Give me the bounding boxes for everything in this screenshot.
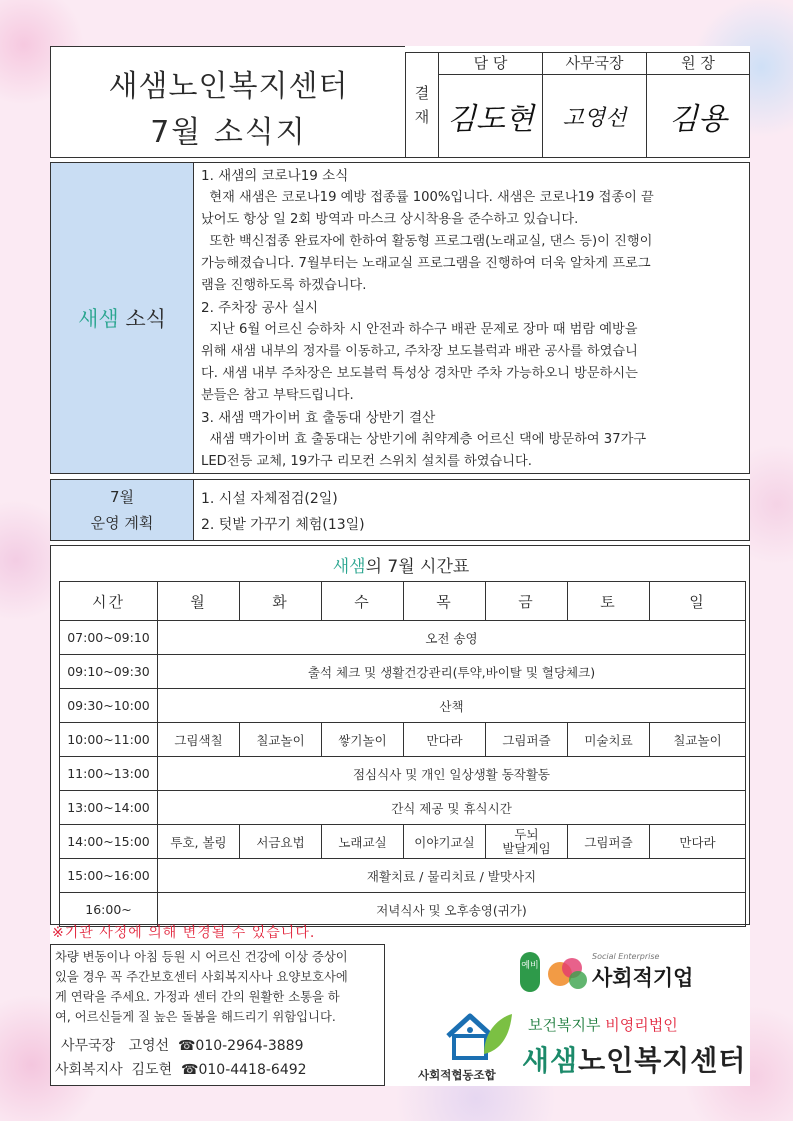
plan-section [50, 479, 750, 541]
time-cell: 07:00~09:10 [60, 621, 158, 655]
approval-label: 결 재 [406, 53, 439, 157]
column-header: 수 [322, 582, 404, 621]
badge-label: 예비 [521, 961, 539, 971]
activity-cell: 오전 송영 [158, 621, 746, 655]
plan-list [201, 486, 365, 538]
table-row [60, 723, 746, 757]
newsletter-title: 7월 소식지 [150, 115, 307, 150]
time-cell: 15:00~16:00 [60, 859, 158, 893]
schedule-title: 새샘의 7월 시간표 [332, 557, 470, 577]
social-enterprise-text: 사회적기업 [592, 966, 694, 990]
column-header: 화 [240, 582, 322, 621]
news-line: 2. 주차장 공사 실시 [201, 300, 319, 316]
logo-circle [569, 971, 587, 989]
news-section [50, 162, 750, 474]
news-line: 또한 백신접종 완료자에 한하여 활동형 프로그램(노래교실, 댄스 등)이 진행이 [201, 234, 653, 249]
approval-manager: 사무국장 고영선 [543, 53, 647, 157]
news-line: 위해 새샘 내부의 정자를 이동하고, 주차장 보도블럭과 배관 공사를 하였습니 [201, 344, 638, 359]
activity-cell: 재활치료 / 물리치료 / 발맛사지 [158, 859, 746, 893]
newsletter-sheet [50, 46, 750, 1086]
column-header: 월 [158, 582, 240, 621]
activity-cell: 그림퍼즐 [568, 825, 650, 859]
news-line: 다. 새샘 내부 주차장은 보도블럭 특성상 경차만 주차 가능하오니 방문하시는 [201, 366, 638, 381]
activity-cell: 만다라 [650, 825, 746, 859]
news-line: 분들은 참고 부탁드립니다. [201, 388, 354, 403]
logo-area [390, 944, 750, 1086]
activity-cell: 이야기교실 [404, 825, 486, 859]
table-row [60, 859, 746, 893]
column-header: 시간 [60, 582, 158, 621]
plan-item: 2. 텃밭 가꾸기 체험(13일) [201, 517, 365, 533]
time-cell: 14:00~15:00 [60, 825, 158, 859]
activity-cell: 그림색칠 [158, 723, 240, 757]
table-row [60, 621, 746, 655]
activity-cell: 서금요법 [240, 825, 322, 859]
news-line: 지난 6월 어르신 승하차 시 안전과 하수구 배관 문제로 장마 때 범람 예방을 [201, 322, 638, 337]
house-leaf-icon [440, 1004, 515, 1064]
phone-link[interactable]: 010-4418-6492 [198, 1062, 307, 1078]
phone-icon: ☎ [181, 1062, 199, 1078]
activity-cell: 간식 제공 및 휴식시간 [158, 791, 746, 825]
signature: 고영선 [562, 105, 627, 131]
ministry-line: 보건복지부 비영리법인 [528, 1016, 678, 1034]
activity-cell: 점심식사 및 개인 일상생활 동작활동 [158, 757, 746, 791]
news-line: 났어도 항상 일 2회 방역과 마스크 상시착용을 준수하고 있습니다. [201, 212, 579, 227]
news-line: 1. 새샘의 코로나19 소식 [201, 168, 349, 184]
plan-item: 1. 시설 자체점검(2일) [201, 491, 338, 507]
column-header: 토 [568, 582, 650, 621]
table-row [60, 825, 746, 859]
organization-name: 새샘노인복지센터 [522, 1044, 747, 1077]
activity-cell: 투호, 볼링 [158, 825, 240, 859]
table-header-row [60, 582, 746, 621]
contact-message: 차량 변동이나 아침 등원 시 어르신 건강에 이상 증상이 있을 경우 꼭 주간보호센터 사회복지사나 요양보호사에 게 연락을 주세요. 가정과 센터 간의 원활한 소통을 하 여, 어르신들게 질 높은 돌봄을 해드리기 위함입니다. [55, 950, 348, 1024]
table-row [60, 791, 746, 825]
phone-link[interactable]: 010-2964-3889 [195, 1038, 304, 1054]
activity-cell: 쌓기놀이 [322, 723, 404, 757]
time-cell: 09:10~09:30 [60, 655, 158, 689]
phone-icon: ☎ [177, 1038, 196, 1054]
time-cell: 16:00~ [60, 893, 158, 927]
news-line: 3. 새샘 맥가이버 효 출동대 상반기 결산 [201, 410, 436, 426]
approval-staff: 담 당 김도현 [439, 53, 543, 157]
time-cell: 10:00~11:00 [60, 723, 158, 757]
news-line: 가능해졌습니다. 7월부터는 노래교실 프로그램을 진행하여 더욱 알차게 프로그 [201, 256, 651, 271]
activity-cell: 칠교놀이 [240, 723, 322, 757]
activity-cell: 칠교놀이 [650, 723, 746, 757]
plan-label: 7월 운영 계획 [51, 480, 194, 540]
contact-line: 사회복지사 김도현 ☎010-4418-6492 [55, 1062, 307, 1078]
column-header: 목 [404, 582, 486, 621]
activity-cell: 저녁식사 및 오후송영(귀가) [158, 893, 746, 927]
time-cell: 11:00~13:00 [60, 757, 158, 791]
table-row [60, 689, 746, 723]
badge-shape [520, 952, 540, 992]
news-body [201, 165, 746, 473]
activity-cell: 산책 [158, 689, 746, 723]
news-line: 새샘 맥가이버 효 출동대는 상반기에 취약계층 어르신 댁에 방문하여 37가구 [201, 432, 647, 447]
table-row [60, 757, 746, 791]
signature: 김도현 [447, 102, 534, 137]
activity-cell: 출석 체크 및 생활건강관리(투약,바이탈 및 혈당체크) [158, 655, 746, 689]
column-header: 금 [486, 582, 568, 621]
activity-cell: 두뇌 발달게임 [486, 825, 568, 859]
signature: 김용 [669, 102, 727, 137]
coop-name: 사회적협동조합 [418, 1068, 496, 1082]
title-box [50, 46, 405, 158]
news-line: 현재 새샘은 코로나19 예방 접종률 100%입니다. 새샘은 코로나19 접종이 끝 [201, 190, 654, 205]
news-line: 램을 진행하도록 하겠습니다. [201, 278, 367, 293]
approval-box [405, 52, 750, 158]
table-row [60, 655, 746, 689]
schedule-table [59, 581, 746, 927]
news-line: LED전등 교체, 19가구 리모컨 스위치 설치를 하였습니다. [201, 454, 532, 469]
activity-cell: 그림퍼즐 [486, 723, 568, 757]
column-header: 일 [650, 582, 746, 621]
schedule-section [50, 545, 750, 925]
center-title: 새샘노인복지센터 [108, 69, 349, 104]
contact-line: 사무국장 고영선 ☎010-2964-3889 [61, 1038, 304, 1054]
time-cell: 13:00~14:00 [60, 791, 158, 825]
time-cell: 09:30~10:00 [60, 689, 158, 723]
approval-director: 원 장 김용 [647, 53, 749, 157]
news-label: 새샘 소식 [51, 163, 194, 473]
contact-box [50, 944, 385, 1086]
schedule-notice: ※기관 사정에 의해 변경될 수 있습니다. [52, 925, 316, 941]
social-enterprise-small: Social Enterprise [592, 952, 660, 961]
activity-cell: 만다라 [404, 723, 486, 757]
activity-cell: 미술치료 [568, 723, 650, 757]
activity-cell: 노래교실 [322, 825, 404, 859]
